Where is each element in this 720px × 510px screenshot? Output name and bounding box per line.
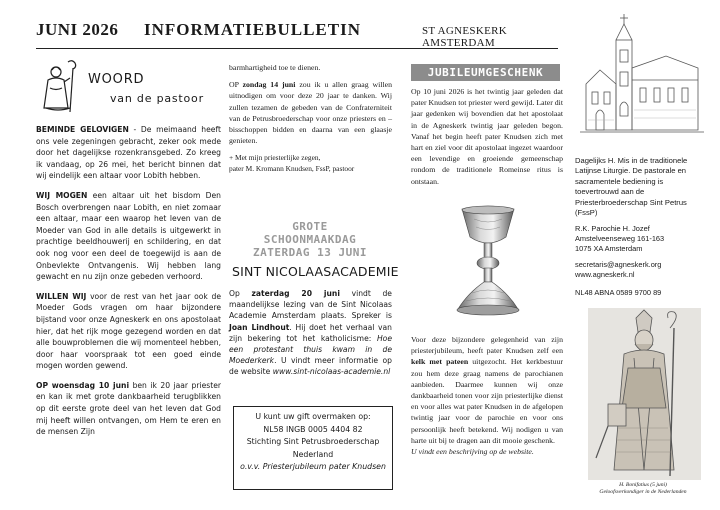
letter-continuation [229, 62, 392, 180]
gift-recipient: Stichting Sint Petrusbroederschap [246, 437, 380, 446]
saint-bonifatius-image [588, 308, 701, 480]
paragraph-text: ben ik 20 jaar priester en kan ik met grote dankbaarheid terugblikken op dit eerste grote deel van het leven dat God mij heeft willen ontvangen, om Hem te eren en de mensen Zijn [36, 380, 221, 437]
email-link[interactable]: secretaris@agneskerk.org [575, 260, 662, 269]
invitation-text: zou ik u allen graag willen uitnodigen om voor deze 20 jaar te danken. Wij zullen tezamen de gebeden van de Confraterniteit van de Petrusbroederschap voor onze priesters en – bisschoppen bidden en daarna van een glaasje genieten. [229, 80, 392, 146]
chalice-text: uitgezocht. Het kerkbestuur zou hem deze graag namens de parochianen aanbieden. Daarmee kunnen wij onze dankbaarheid tonen voor zijn priesterlijke dienst en voor alles wat pater Knudsen in de afgelopen twintig jaar voor de parochie en voor ons persoonlijk heeft betekend. Wij nodigen u van harte uit bij te dragen aan dit mooie geschenk. [411, 357, 563, 445]
continuation-text: barmhartigheid toe te dienen. [229, 63, 321, 72]
nicolaas-title: SINT NICOLAASACADEMIE [232, 264, 399, 279]
paragraph-text: voor de rest van het jaar ook de Moeder Gods vragen om haar bijzondere bijstand voor onze Agneskerk en ons apostolaat hier, dat het rijk moge gezegend worden en dat alle bouwproblemen die wij momenteel hebben, door haar voorspraak tot een goed einde mogen worden gewend. [36, 291, 221, 371]
woord-body [36, 124, 221, 446]
masthead [36, 20, 560, 49]
academy-website-link[interactable]: www.sint-nicolaas-academie.nl [272, 367, 391, 377]
woord-paragraph [36, 380, 221, 438]
woord-paragraph [36, 124, 221, 182]
address-line: Amstelveenseweg 161-163 [575, 234, 665, 243]
website-note: U vindt een beschrijving op de website. [411, 447, 534, 457]
paragraph-text: een altaar uit het bisdom Den Bosch overbrengen naar Lobith, en niet zomaar een altaar, maar een waarop het leven van de Moeder van God in alle details is uitgewerkt in prachtige beeldhouwerij en schildering, en dat ook nog voor een deel de toegewijd is aan de Onbevlekte Ontvangenis. Wij hebben lang gewacht en nu zijn onze gebeden verhoord. [36, 190, 221, 282]
chalice-gift-name: kelk met pateen [411, 357, 469, 367]
woord-paragraph [36, 190, 221, 283]
signature [229, 152, 392, 174]
chalice-paragraph [411, 334, 563, 457]
mass-info: Dagelijks H. Mis in de traditionele Latijnse Liturgie. De pastorale en sacramentele bediening is toevertrouwd aan de Priesterbroederschap Sint Petrus (FssP) [575, 156, 688, 218]
chalice-text: Voor deze bijzondere gelegenheid van zijn priesterjubileum, heeft pater Knudsen zelf een [411, 335, 563, 356]
bulletin-title: INFORMATIEBULLETIN [144, 20, 361, 39]
woord-subtitle: van de pastoor [110, 92, 204, 105]
nicolaas-text: . Hij doet het verhaal van zijn bekering tot het katholicisme: [229, 322, 392, 343]
nicolaas-text: Op [229, 289, 252, 298]
lecture-title: Hoe een protestant thuis kwam in de Moederkerk [229, 333, 392, 366]
caption-line: H. Bonifatius (5 juni) [619, 482, 667, 488]
invitation-date: zondag 14 juni [242, 80, 296, 90]
issue-date: JUNI 2026 [36, 20, 119, 39]
promo-line: GROTE [292, 220, 328, 233]
masthead-rule [36, 48, 558, 49]
paragraph-lead: WIJ MOGEN [36, 190, 88, 200]
address-line: 1075 XA Amsterdam [575, 244, 643, 253]
address-line: R.K. Parochie H. Jozef [575, 224, 650, 233]
caption-line: Geloofsverkondiger in de Nederlanden [599, 489, 687, 495]
cleaning-day-promo [246, 220, 374, 259]
gift-instruction: U kunt uw gift overmaken op: [255, 412, 371, 421]
paragraph-lead: OP woensdag 10 juni [36, 380, 130, 390]
saint-caption [576, 482, 710, 496]
woord-paragraph [36, 291, 221, 372]
church-illustration [578, 10, 706, 150]
church-name: ST AGNESKERK AMSTERDAM [422, 25, 507, 49]
website-link[interactable]: www.agneskerk.nl [575, 270, 635, 279]
invitation-paragraph [229, 79, 392, 146]
nicolaas-text: vindt de maandelijkse lezing van de Sint Nicolaas Academie Amsterdam plaats. Spreker is [229, 289, 392, 321]
paragraph-lead: WILLEN WIJ [36, 291, 87, 301]
signature-name: pater M. Kromann Knudsen, FssP, pastoor [229, 164, 355, 174]
parish-address [575, 224, 705, 254]
chalice-photo [448, 205, 528, 317]
gift-recipient-country: Nederland [292, 449, 334, 459]
priest-with-staff-icon [38, 58, 84, 114]
paragraph-text: - De meimaand heeft ons vele zegeningen gebracht, zeker ook mede door het dagelijkse rozenkransgebed. Zo kreeg ik vandaag, op 26 mei, het bericht binnen dat wij eindelijk een altaar voor Lobith hebben. [36, 125, 221, 181]
nicolaas-text: . U vindt meer informatie op de website [229, 356, 392, 377]
jubilee-heading: JUBILEUMGESCHENK [411, 64, 560, 81]
woord-title: WOORD [88, 72, 145, 87]
promo-line: SCHOONMAAKDAG [263, 233, 357, 246]
gift-reference: o.v.v. Priesterjubileum pater Knudsen [240, 462, 386, 471]
paragraph-lead: BEMINDE GELOVIGEN [36, 125, 129, 134]
promo-line: ZATERDAG 13 JUNI [253, 246, 367, 259]
gift-iban: NL58 INGB 0005 4404 82 [263, 424, 363, 434]
contact-info [575, 260, 705, 280]
nicolaas-date: zaterdag 20 juni [251, 289, 340, 298]
jubilee-paragraph: Op 10 juni 2026 is het twintig jaar geleden dat pater Knudsen tot priester werd gewijd. Later dit jaar gedenken wij bovendien dat het apostolaat in de Agneskerk twintig jaar geleden begon. Vanaf het begin heeft pater Knudsen zich met hart en ziel voor dit apostolaat ingezet waardoor een levendige en groeiende gemeenschap rondom de traditionele Romeinse ritus is ontstaan. [411, 87, 563, 186]
signature-blessing: + Met mijn priesterlijke zegen, [229, 153, 321, 163]
gift-box [233, 406, 393, 490]
nicolaas-body [229, 288, 392, 378]
invitation-pre: OP [229, 80, 243, 90]
bank-account: NL48 ABNA 0589 9700 89 [575, 288, 662, 297]
speaker-name: Joan Lindhout [229, 322, 290, 332]
